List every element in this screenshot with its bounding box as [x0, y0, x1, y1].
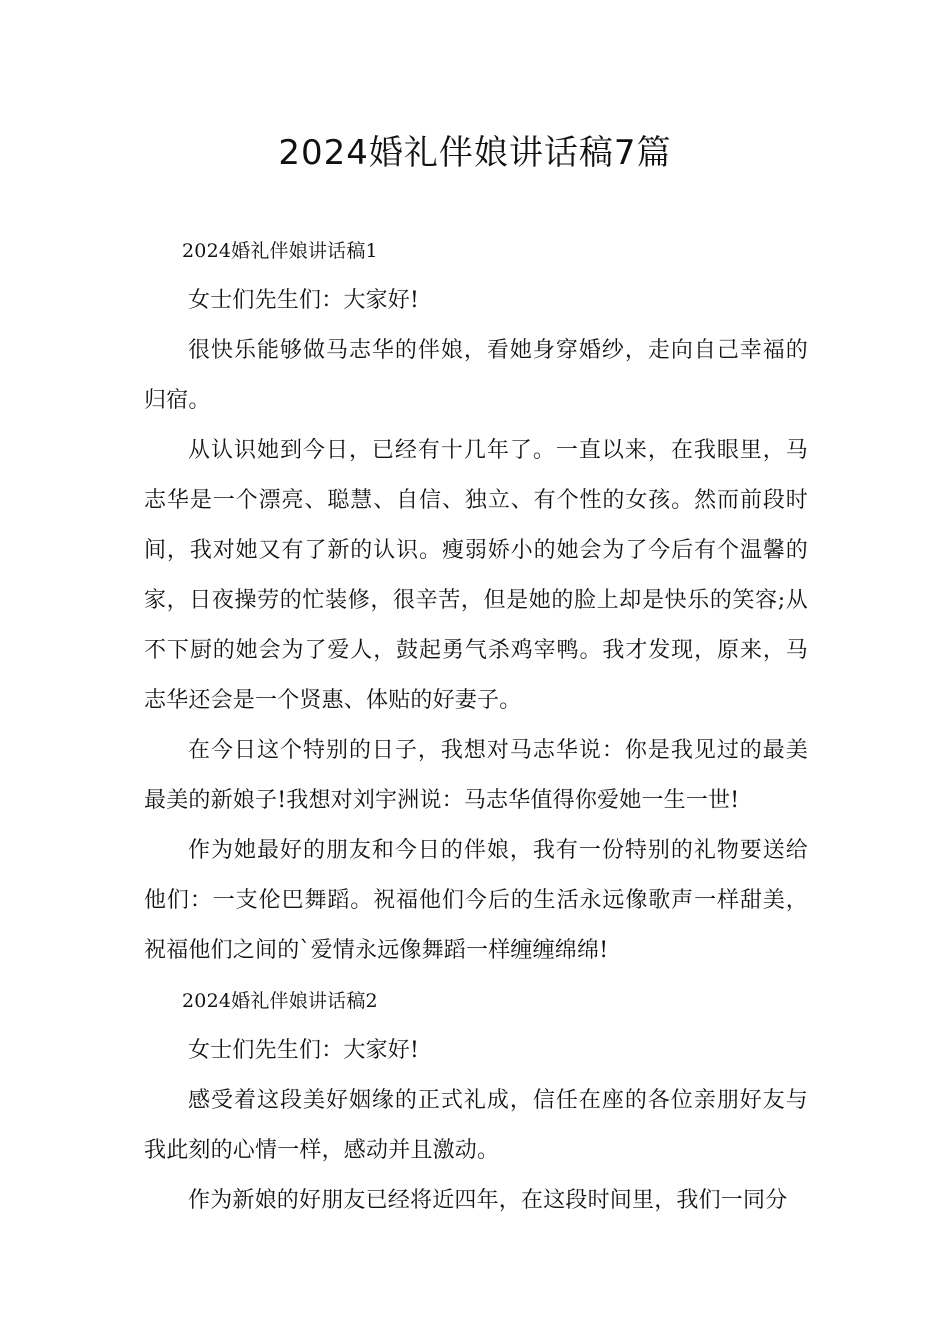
section-heading: 2024婚礼伴娘讲话稿2: [182, 990, 378, 1012]
document-body: [144, 226, 808, 1226]
paragraph: 在今日这个特别的日子，我想对马志华说：你是我见过的最美最美的新娘子!我想对刘宇洲说：马志华值得你爱她一生一世!: [144, 738, 808, 813]
section-heading: 2024婚礼伴娘讲话稿1: [182, 240, 378, 262]
document-title: 2024婚礼伴娘讲话稿7篇: [278, 133, 672, 173]
paragraph: 作为新娘的好朋友已经将近四年，在这段时间里，我们一同分: [188, 1188, 788, 1213]
paragraph: 很快乐能够做马志华的伴娘，看她身穿婚纱，走向自己幸福的归宿。: [144, 338, 808, 413]
paragraph: 从认识她到今日，已经有十几年了。一直以来，在我眼里，马志华是一个漂亮、聪慧、自信、独立、有个性的女孩。然而前段时间，我对她又有了新的认识。瘦弱娇小的她会为了今后有个温馨的家，日夜操劳的忙装修，很辛苦，但是她的脸上却是快乐的笑容;从不下厨的她会为了爱人，鼓起勇气杀鸡宰鸭。我才发现，原来，马志华还会是一个贤惠、体贴的好妻子。: [144, 438, 808, 713]
paragraph: 女士们先生们：大家好!: [188, 288, 420, 313]
paragraph: 作为她最好的朋友和今日的伴娘，我有一份特别的礼物要送给他们：一支伦巴舞蹈。祝福他们今后的生活永远像歌声一样甜美，祝福他们之间的`爱情永远像舞蹈一样缠缠绵绵!: [144, 838, 808, 963]
paragraph: 女士们先生们：大家好!: [188, 1038, 420, 1063]
paragraph: 感受着这段美好姻缘的正式礼成，信任在座的各位亲朋好友与我此刻的心情一样，感动并且激动。: [144, 1088, 808, 1163]
